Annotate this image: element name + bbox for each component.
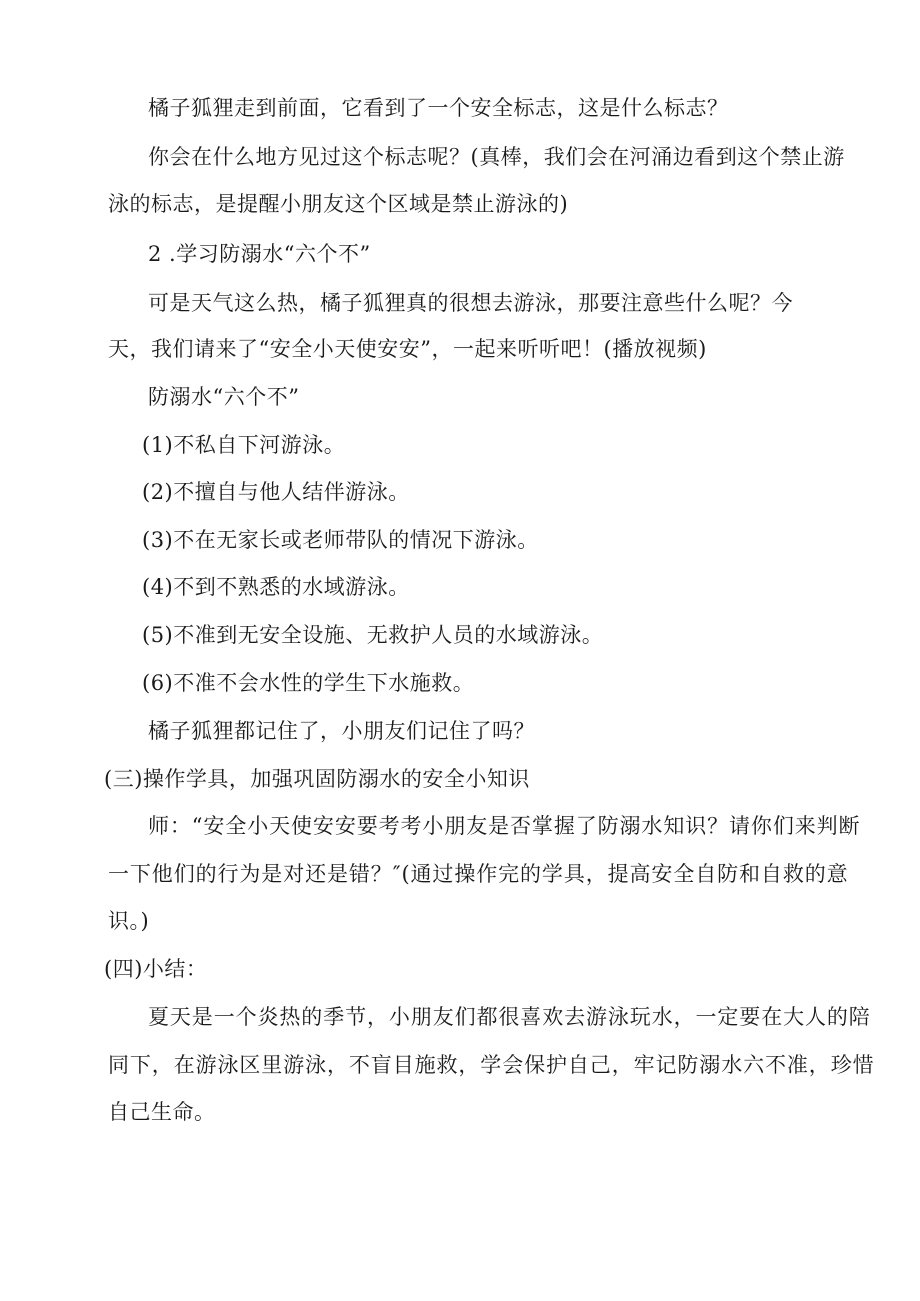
section-heading-summary: (四)小结： <box>104 957 208 981</box>
paragraph-teacher-line2: 一下他们的行为是对还是错？″(通过操作完的学具，提高安全自防和自救的意 <box>108 862 849 886</box>
paragraph-hot-weather-line1: 可是天气这么热，橘子狐狸真的很想去游泳，那要注意些什么呢？今 <box>148 291 793 315</box>
paragraph-summary-line2: 同下，在游泳区里游泳，不盲目施救，学会保护自己，牢记防溺水六不准，珍惜 <box>108 1053 875 1077</box>
rule-item-4: (4)不到不熟悉的水域游泳。 <box>142 575 410 599</box>
section-heading-operate-tools: (三)操作学具，加强巩固防溺水的安全小知识 <box>104 767 530 791</box>
paragraph-hot-weather-line2: 天，我们请来了“安全小天使安安”，一起来听听吧！(播放视频) <box>108 337 707 361</box>
paragraph-where-seen-line2: 泳的标志，是提醒小朋友这个区域是禁止游泳的) <box>108 192 569 216</box>
rule-item-3: (3)不在无家长或老师带队的情况下游泳。 <box>142 528 539 552</box>
rule-item-6: (6)不准不会水性的学生下水施救。 <box>142 671 475 695</box>
rule-item-1: (1)不私自下河游泳。 <box>142 433 346 457</box>
rule-item-2: (2)不擅自与他人结伴游泳。 <box>142 480 410 504</box>
paragraph-where-seen-line1: 你会在什么地方见过这个标志呢？(真棒，我们会在河涌边看到这个禁止游 <box>148 145 845 169</box>
paragraph-teacher-line3: 识。) <box>108 909 150 933</box>
list-title: 防溺水“六个不” <box>148 385 300 409</box>
paragraph-teacher-line1: 师：“安全小天使安安要考考小朋友是否掌握了防溺水知识？请你们来判断 <box>148 814 861 838</box>
paragraph-remembered: 橘子狐狸都记住了，小朋友们记住了吗？ <box>148 719 535 743</box>
paragraph-summary-line1: 夏天是一个炎热的季节，小朋友们都很喜欢去游泳玩水，一定要在大人的陪 <box>148 1005 871 1029</box>
paragraph-safety-sign: 橘子狐狸走到前面，它看到了一个安全标志，这是什么标志？ <box>148 96 729 120</box>
paragraph-summary-line3: 自己生命。 <box>108 1100 216 1124</box>
rule-item-5: (5)不准到无安全设施、无救护人员的水域游泳。 <box>142 623 604 647</box>
section-heading-six-nots: 2 .学习防溺水“六个不” <box>148 242 371 266</box>
